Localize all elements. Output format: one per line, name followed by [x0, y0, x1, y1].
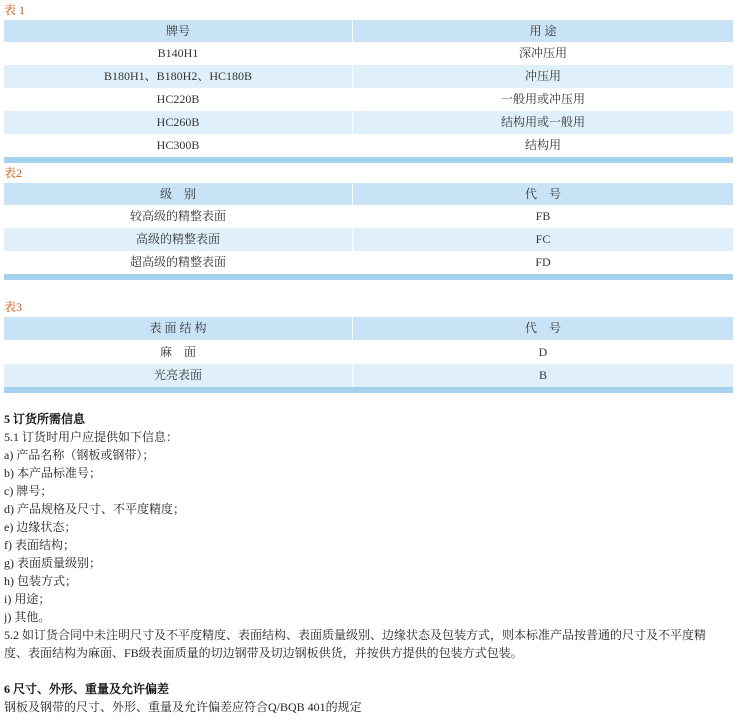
section-5-heading: 5 订货所需信息: [4, 412, 86, 426]
table-bottom-bar: [4, 157, 733, 163]
column-header-code: 代 号: [352, 317, 733, 340]
table-cell: HC260B: [156, 115, 200, 129]
column-header-level: 级 别: [159, 187, 196, 201]
document-text: [4, 410, 734, 716]
list-item: i) 用途；: [4, 592, 51, 606]
table-cell: HC220B: [156, 92, 200, 106]
table-row: [4, 364, 733, 387]
section-5-2-note-line: 5.2 如订货合同中未注明尺寸及不平度精度、表面结构、表面质量级别、边缘状态及包装方式，则本标准产品按普通的尺寸及不平度精: [4, 628, 707, 642]
list-item: c) 牌号；: [4, 484, 53, 498]
list-item: g) 表面质量级别；: [4, 556, 101, 570]
table-row: [4, 111, 733, 134]
column-header-code: 代 号: [352, 183, 733, 205]
table-row: [4, 42, 733, 65]
table-cell: 冲压用: [352, 65, 733, 88]
table-cell: FD: [352, 251, 733, 274]
column-header-usage: 用 途: [352, 20, 733, 42]
table-header-row: [4, 183, 733, 205]
table-row: [4, 88, 733, 111]
table-row: [4, 205, 733, 228]
table-bottom-bar: [4, 387, 733, 393]
blank-line: [4, 662, 734, 680]
table-2-label: 表2: [4, 166, 23, 180]
table-cell: 深冲压用: [352, 42, 733, 65]
table-row: [4, 251, 733, 274]
section-5-2-note-line: 度、表面结构为麻面、FB级表面质量的切边钢带及切边钢板供货，并按供方提供的包装方式包装。: [4, 646, 523, 660]
table-header-row: [4, 20, 733, 42]
list-item: b) 本产品标准号；: [4, 466, 101, 480]
table-3: [4, 317, 733, 393]
table-2: [4, 183, 733, 280]
list-item: d) 产品规格及尺寸、不平度精度；: [4, 502, 185, 516]
list-item: j) 其他。: [4, 610, 51, 624]
table-1: [4, 20, 733, 163]
table-cell: 结构用: [352, 134, 733, 157]
table-cell: 较高级的精整表面: [129, 209, 226, 223]
table-cell: D: [352, 340, 733, 364]
table-row: [4, 134, 733, 157]
section-5-1-intro: 5.1 订货时用户应提供如下信息：: [4, 430, 179, 444]
table-cell: 麻 面: [159, 345, 196, 359]
table-row: [4, 65, 733, 88]
column-header-grade: 牌号: [165, 24, 190, 38]
table-cell: 超高级的精整表面: [129, 255, 226, 269]
table-bottom-bar: [4, 274, 733, 280]
table-cell: 光亮表面: [153, 368, 202, 382]
section-6-text: 钢板及钢带的尺寸、外形、重量及允许偏差应符合Q/BQB 401的规定: [4, 700, 362, 714]
table-row: [4, 228, 733, 251]
table-cell: B180H1、B180H2、HC180B: [103, 69, 252, 83]
table-row: [4, 340, 733, 364]
table-cell: B: [352, 364, 733, 387]
table-header-row: [4, 317, 733, 340]
table-3-label: 表3: [4, 300, 23, 314]
table-1-label: 表 1: [4, 3, 26, 17]
list-item: e) 边缘状态；: [4, 520, 77, 534]
table-cell: FB: [352, 205, 733, 228]
list-item: a) 产品名称（钢板或钢带）；: [4, 448, 155, 462]
column-header-surface-structure: 表 面 结 构: [149, 321, 207, 335]
list-item: h) 包装方式；: [4, 574, 77, 588]
section-6-heading: 6 尺寸、外形、重量及允许偏差: [4, 682, 170, 696]
table-cell: 结构用或一般用: [352, 111, 733, 134]
list-item: f) 表面结构；: [4, 538, 75, 552]
table-cell: HC300B: [156, 138, 200, 152]
table-cell: B140H1: [157, 46, 199, 60]
table-cell: 高级的精整表面: [135, 232, 220, 246]
table-cell: 一般用或冲压用: [352, 88, 733, 111]
table-cell: FC: [352, 228, 733, 251]
